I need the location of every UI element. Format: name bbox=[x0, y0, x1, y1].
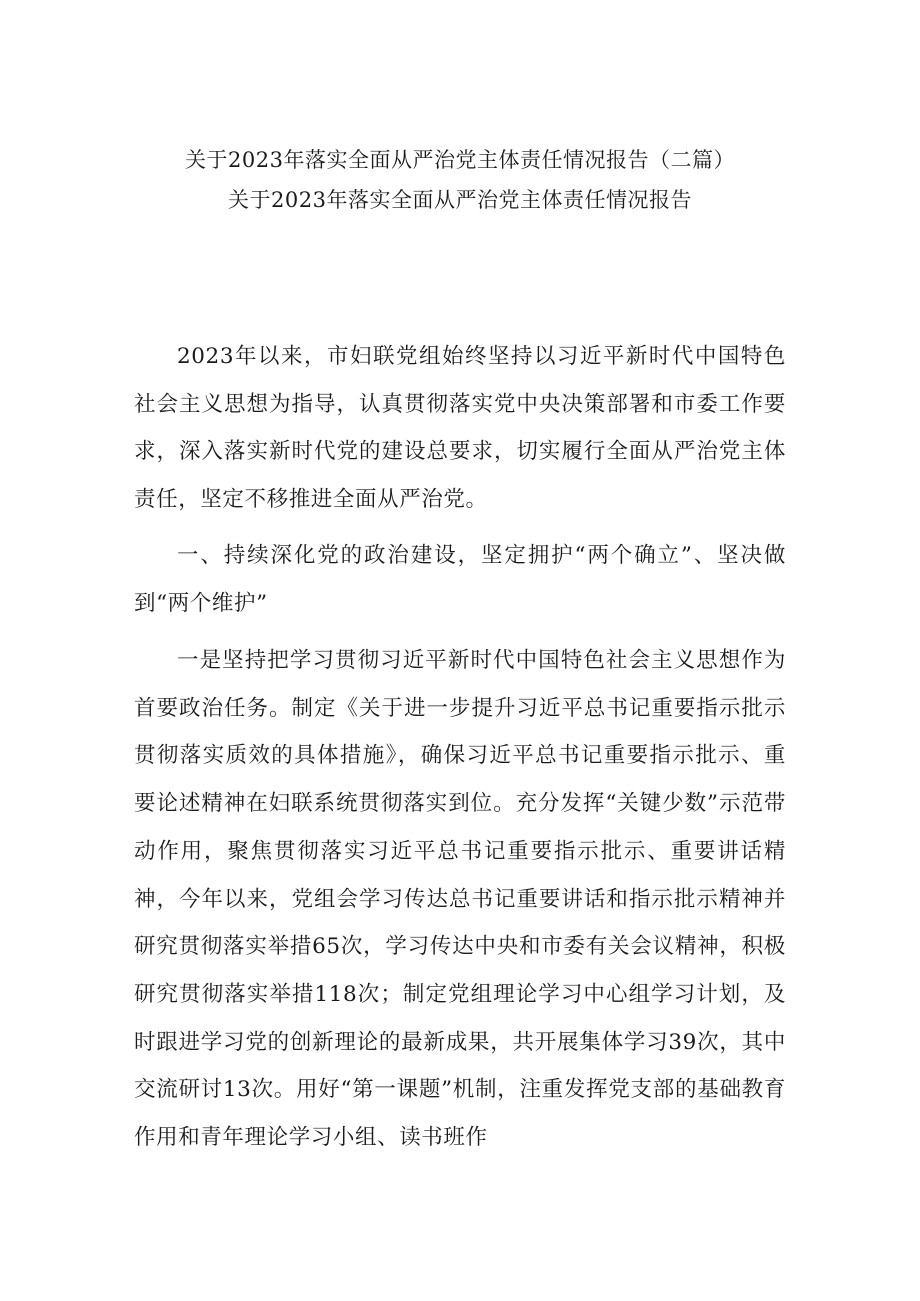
paragraph-study-implementation: 一是坚持把学习贯彻习近平新时代中国特色社会主义思想作为首要政治任务。制定《关于进一步提升习近平总书记重要指示批示贯彻落实质效的具体措施》，确保习近平总书记重要指示批示、重要论述精神在妇联系统贯彻落实到位。充分发挥“关键少数”示范带动作用，聚焦贯彻落实习近平总书记重要指示批示、重要讲话精神，今年以来，党组会学习传达总书记重要讲话和指示批示精神并研究贯彻落实举措65次，学习传达中央和市委有关会议精神，积极研究贯彻落实举措118次；制定党组理论学习中心组学习计划，及时跟进学习党的创新理论的最新成果，共开展集体学习39次，其中交流研讨13次。用好“第一课题”机制，注重发挥党支部的基础教育作用和青年理论学习小组、读书班作 bbox=[134, 648, 786, 1151]
document-main-title: 关于2023年落实全面从严治党主体责任情况报告（二篇） bbox=[185, 148, 735, 172]
paragraph-intro: 2023年以来，市妇联党组始终坚持以习近平新时代中国特色社会主义思想为指导，认真贯彻落实党中央决策部署和市委工作要求，深入落实新时代党的建设总要求，切实履行全面从严治党主体责任，坚定不移推进全面从严治党。 bbox=[134, 344, 786, 513]
section-heading-political-building: 一、持续深化党的政治建设，坚定拥护“两个确立”、坚决做到“两个维护” bbox=[134, 543, 786, 616]
document-sub-title: 关于2023年落实全面从严治党主体责任情况报告 bbox=[228, 188, 692, 212]
